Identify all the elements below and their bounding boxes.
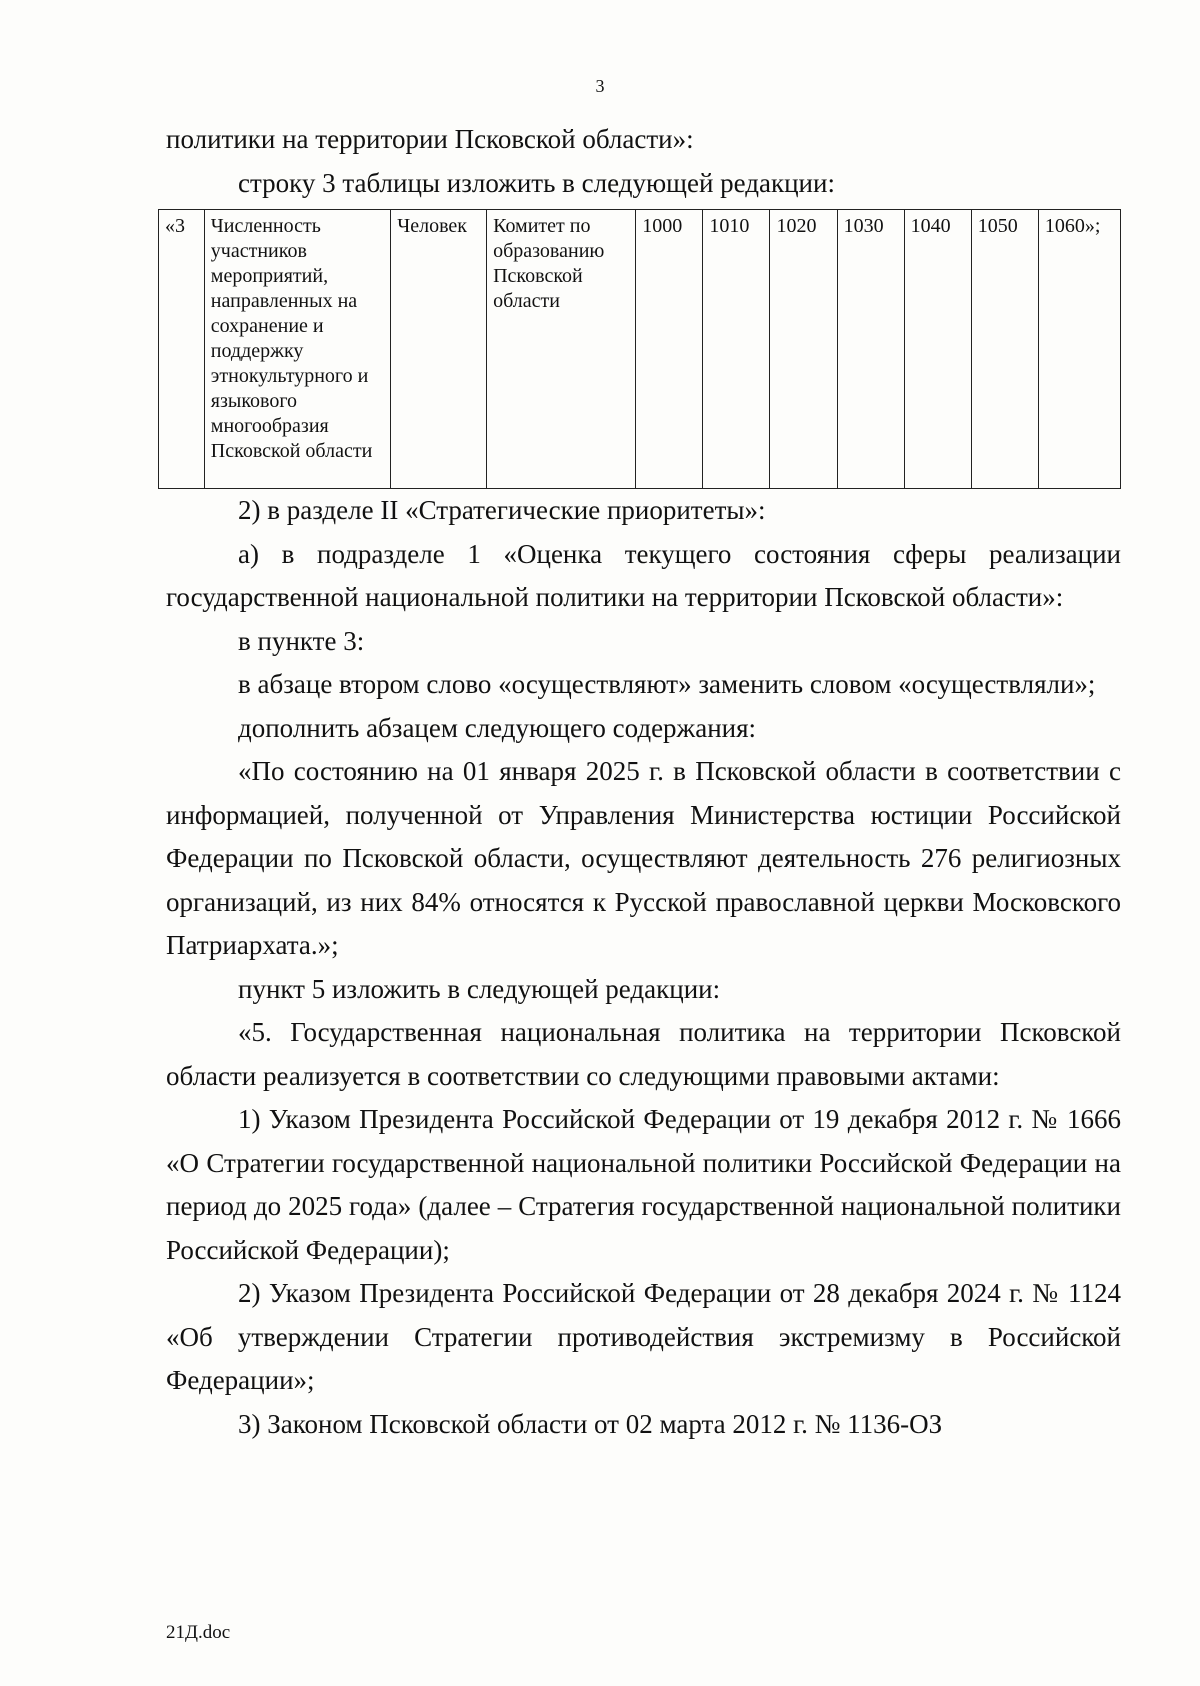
paragraph: в пункте 3: [238, 625, 365, 656]
page-number: 3 [595, 76, 605, 96]
paragraph: а) в подразделе 1 «Оценка текущего состояния сферы реализации государственной национальной политики на территории Псковской области»: [166, 538, 1121, 612]
paragraph: 3) Законом Псковской области от 02 марта 2012 г. № 1136-ОЗ [238, 1408, 943, 1439]
paragraph: 2) Указом Президента Российской Федерации от 28 декабря 2024 г. № 1124 «Об утверждении Стратегии противодействия экстремизму в Российской Федерации»; [166, 1278, 1121, 1395]
footer-filename: 21Д.doc [166, 1622, 231, 1643]
table-cell-value: 1010 [703, 210, 770, 489]
table-cell-value: 1050 [971, 210, 1038, 489]
table-cell-responsible: Комитет по образованию Псковской области [487, 210, 636, 489]
indicator-table [158, 209, 1121, 489]
table-cell-row-number: «3 [159, 210, 205, 489]
intro-line: политики на территории Псковской области»: [166, 124, 694, 154]
paragraph: «По состоянию на 01 января 2025 г. в Псковской области в соответствии с информацией, полученной от Управления Министерства юстиции Российской Федерации по Псковской области, осуществляют деятельность 276 религиозных организаций, из них 84% относятся к Русской православной церкви Московского Патриархата.»; [166, 756, 1121, 960]
table-cell-unit: Человек [391, 210, 487, 489]
paragraph: пункт 5 изложить в следующей редакции: [238, 973, 721, 1004]
table-cell-value: 1030 [837, 210, 904, 489]
table-cell-value: 1060»; [1038, 210, 1120, 489]
table-cell-value: 1000 [636, 210, 703, 489]
paragraph: 1) Указом Президента Российской Федерации от 19 декабря 2012 г. № 1666 «О Стратегии государственной национальной политики Российской Федерации на период до 2025 года» (далее – Стратегия государственной национальной политики Российской Федерации); [166, 1104, 1121, 1265]
paragraph: в абзаце втором слово «осуществляют» заменить словом «осуществляли»; [238, 669, 1096, 699]
paragraph: дополнить абзацем следующего содержания: [238, 712, 757, 743]
table-row [159, 210, 1121, 489]
table-cell-value: 1040 [904, 210, 971, 489]
table-cell-value: 1020 [770, 210, 837, 489]
paragraph: «5. Государственная национальная политика на территории Псковской области реализуется в соответствии со следующими правовыми актами: [166, 1017, 1121, 1091]
document-body [166, 118, 1121, 1446]
paragraph: 2) в разделе II «Стратегические приоритеты»: [238, 495, 766, 525]
table-cell-indicator: Численность участников мероприятий, направленных на сохранение и поддержку этнокультурного и языкового многообразия Псковской области [204, 210, 390, 489]
instruction-line: строку 3 таблицы изложить в следующей редакции: [238, 167, 835, 198]
